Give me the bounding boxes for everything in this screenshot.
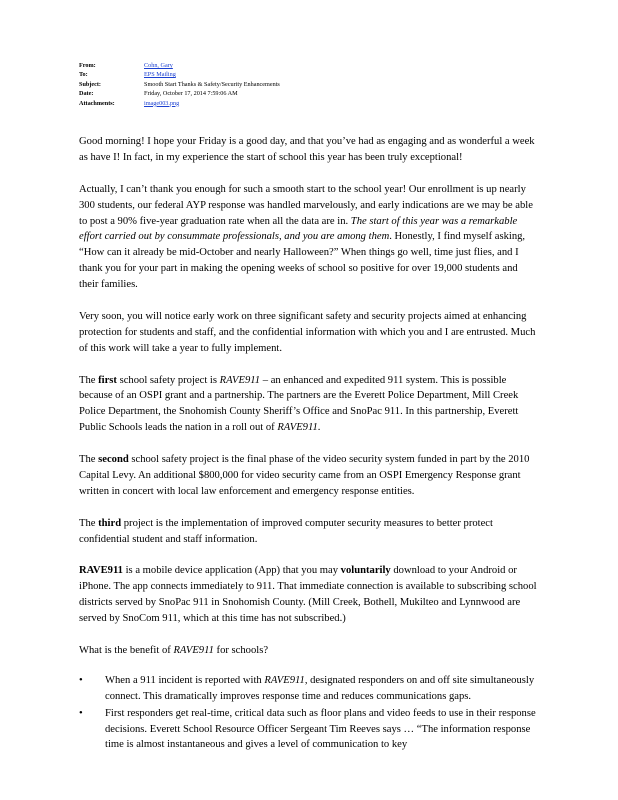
- paragraph-projects-intro: Very soon, you will notice early work on three significant safety and security projects aimed at enhancing protection for students and staff, and the confidential information with which you and I are entrusted. Much of this work will take a year to fully implement.: [79, 310, 536, 354]
- benefits-list: [79, 673, 539, 754]
- from-link[interactable]: Cohn, Gary: [144, 62, 173, 69]
- text-span: . Honestly, I find myself asking, “How can it already be mid-October and nearly Halloween?” When things go well, time just flies, and I thank you for your part in making the opening weeks of school so positive for over 19,000 students and their families.: [79, 231, 526, 291]
- bold-text: second: [98, 454, 129, 466]
- date-label: Date:: [79, 90, 94, 98]
- to-row: [79, 70, 539, 79]
- to-link[interactable]: EPS Mailing: [144, 71, 176, 79]
- date-row: [79, 89, 539, 98]
- to-label: To:: [79, 71, 88, 79]
- text-span: download to your Android or iPhone. The app connects immediately to 911. That immediate connection is available to subscribing school districts served by SnoPac 911 in Snohomish County. (Mill Creek, Bothell, Mukilteo and Lynnwood are served by SnoCom 911, which at this time has not subscribed.): [79, 565, 537, 625]
- text-span: project is the implementation of improved computer security measures to better protect confidential student and staff information.: [79, 517, 493, 545]
- email-body: [79, 134, 539, 754]
- text-span: – an enhanced and expedited 911 system. This is possible because of an OSPI grant and a partnership. The partners are the Everett Police Department, Mill Creek Police Department, the Snohomish County Sheriff’s Office and SnoPac 911. In this partnership, Everett Public Schools leads the nation in a roll out of: [79, 374, 519, 434]
- text-span: Actually, I can’t thank you enough for such a smooth start to the school year! Our enrollment is up nearly 300 students, our federal AYP response was handled marvelously, and early indications are we may be able to post a 90% five-year graduation rate when all the data are in.: [79, 183, 533, 227]
- text-span: First responders get real-time, critical data such as floor plans and video feeds to use in their response decisions. Everett School Resource Officer Sergeant Tim Reeves says … “The information response time is almost instantaneous and gives a level of communication to key: [105, 707, 536, 751]
- paragraph-second-project: [79, 452, 539, 500]
- paragraph-third-project: [79, 516, 539, 548]
- paragraph-thanks: [79, 182, 539, 293]
- bold-text: voluntarily: [340, 565, 391, 577]
- email-header: [79, 61, 539, 108]
- from-row: [79, 61, 539, 70]
- italic-text: The start of this year was a remarkable effort carried out by consummate professionals, and you are among them: [79, 215, 518, 243]
- subject-label: Subject:: [79, 80, 101, 88]
- bold-text: RAVE911: [79, 565, 123, 577]
- subject-row: [79, 80, 539, 89]
- bullet-icon: •: [79, 707, 83, 719]
- italic-text: RAVE911: [277, 422, 318, 434]
- text-span: is a mobile device application (App) that you may: [122, 565, 341, 577]
- date-value: Friday, October 17, 2014 7:59:06 AM: [144, 90, 238, 98]
- text-span: , designated responders on and off site simultaneously connect. This dramatically improves response time and reduces communications gaps.: [105, 674, 535, 702]
- paragraph-question: [79, 643, 539, 659]
- paragraph-rave911: [79, 563, 539, 627]
- text-span: school safety project is: [116, 374, 220, 386]
- text-span: The: [79, 517, 99, 529]
- italic-text: RAVE911: [264, 674, 305, 686]
- attachment-link[interactable]: image003.png: [144, 99, 180, 107]
- text-span: The: [79, 454, 99, 466]
- attachments-row: [79, 99, 539, 108]
- text-span: school safety project is the final phase of the video security system funded in part by the 2010 Capital Levy. An additional $800,000 for video security came from an OSPI Emergency Response grant written in concert with local law enforcement and emergency response entities.: [79, 454, 530, 497]
- text-span: When a 911 incident is reported with: [105, 674, 265, 686]
- text-span: The: [79, 374, 99, 386]
- text-span: What is the benefit of: [79, 644, 174, 656]
- subject-value: Smooth Start Thanks & Safety/Security Enhancements: [144, 80, 280, 88]
- attachments-label: Attachments:: [79, 99, 115, 107]
- list-item: [79, 706, 539, 754]
- list-item: [79, 673, 539, 705]
- bold-text: first: [98, 374, 117, 386]
- italic-text: RAVE911: [173, 644, 214, 656]
- paragraph-greeting: Good morning! I hope your Friday is a good day, and that you’ve had as engaging and as wonderful a week as have I! In fact, in my experience the start of school this year has been truly exceptional!: [79, 136, 535, 163]
- from-label: From:: [79, 62, 96, 69]
- text-span: .: [317, 422, 321, 434]
- paragraph-first-project: [79, 373, 539, 437]
- text-span: for schools?: [213, 644, 269, 656]
- bold-text: third: [98, 517, 122, 529]
- italic-text: RAVE911: [219, 374, 261, 386]
- bullet-icon: •: [79, 674, 83, 686]
